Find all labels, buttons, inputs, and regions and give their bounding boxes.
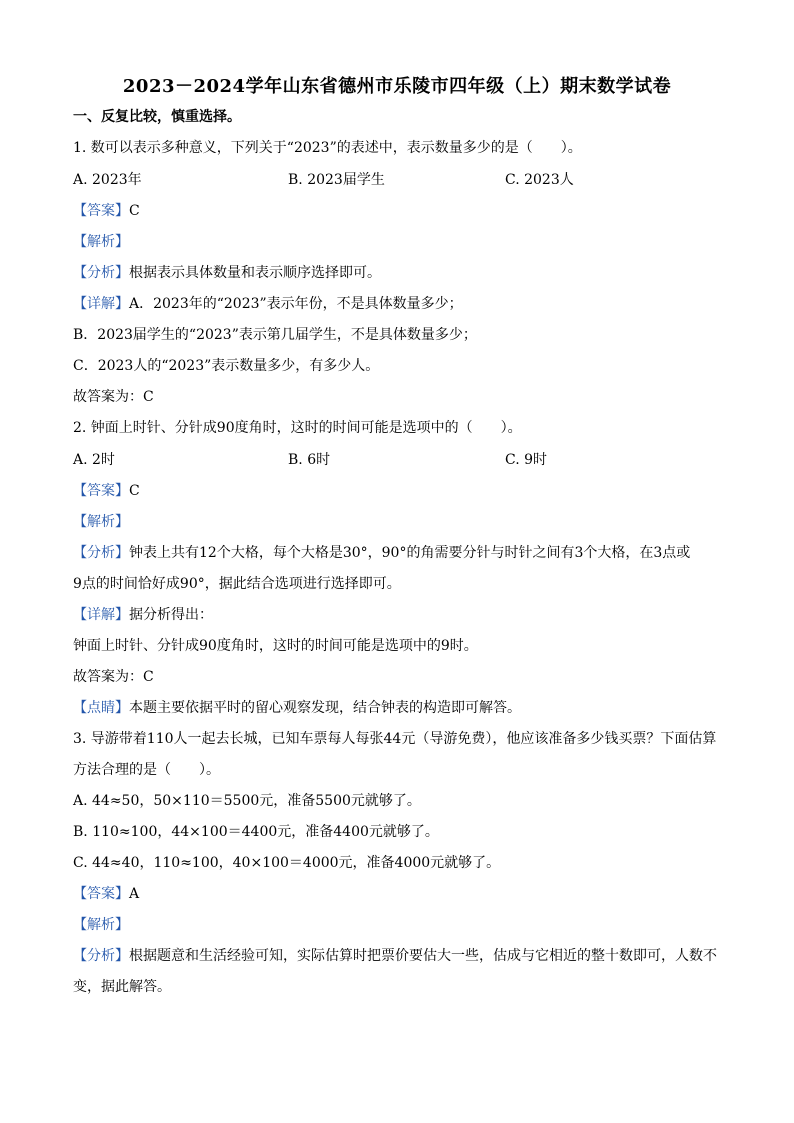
section-heading: 一、反复比较，慎重选择。	[73, 109, 241, 125]
q1-option-a: A. 2023年	[73, 172, 142, 188]
answer-tag: 【答案】	[73, 483, 129, 499]
q1-final: 故答案为：C	[73, 389, 154, 405]
q1-line-c: C．2023人的“2023”表示数量多少，有多少人。	[73, 358, 380, 374]
q1-option-b: B. 2023届学生	[288, 172, 385, 188]
q2-xiangjie-cont: 钟面上时针、分针成90度角时，这时的时间可能是选项中的9时。	[73, 638, 478, 654]
answer-value: C	[129, 203, 140, 219]
q2-final: 故答案为：C	[73, 669, 154, 685]
q3-option-b: B. 110≈100，44×100＝4400元，准备4400元就够了。	[73, 824, 439, 840]
q3-option-a: A. 44≈50，50×110＝5500元，准备5500元就够了。	[73, 793, 421, 809]
answer-tag: 【答案】	[73, 886, 129, 902]
q3-answer	[73, 884, 139, 904]
fenxi-tag: 【分析】	[73, 265, 129, 281]
q2-option-a: A. 2时	[73, 452, 115, 468]
q2-fenxi	[73, 543, 690, 563]
page-title: 2023－2024学年山东省德州市乐陵市四年级（上）期末数学试卷	[122, 76, 672, 97]
q3-stem-cont: 方法合理的是（ ）。	[73, 762, 220, 778]
q2-dianjing	[73, 698, 521, 718]
answer-tag: 【答案】	[73, 203, 129, 219]
q1-xiangjie	[73, 294, 463, 314]
dianjing-tag: 【点睛】	[73, 700, 129, 716]
q2-answer	[73, 481, 140, 501]
fenxi-text: 钟表上共有12个大格，每个大格是30°，90°的角需要分针与时针之间有3个大格，在3点或	[129, 545, 691, 561]
q3-option-c: C. 44≈40，110≈100，40×100＝4000元，准备4000元就够了。	[73, 855, 501, 871]
fenxi-text: 根据题意和生活经验可知，实际估算时把票价要估大一些，估成与它相近的整十数即可，人数不	[129, 948, 717, 964]
q3-fenxi	[73, 946, 717, 966]
q2-xiangjie	[73, 605, 213, 625]
q3-stem: 3. 导游带着110人一起去长城，已知车票每人每张44元（导游免费），他应该准备多少钱买票？下面估算	[73, 731, 717, 747]
fenxi-text: 根据表示具体数量和表示顺序选择即可。	[129, 265, 381, 281]
q2-fenxi-cont: 9点的时间恰好成90°，据此结合选项进行选择即可。	[73, 576, 401, 592]
q2-option-c: C. 9时	[505, 452, 548, 468]
q1-stem: 1. 数可以表示多种意义，下列关于“2023”的表述中，表示数量多少的是（ ）。	[73, 140, 582, 156]
q3-fenxi-cont: 变，据此解答。	[73, 979, 171, 995]
q1-line-b: B．2023届学生的“2023”表示第几届学生，不是具体数量多少；	[73, 327, 477, 343]
answer-value: C	[129, 483, 140, 499]
answer-value: A	[129, 886, 140, 902]
xiangjie-text: A．2023年的“2023”表示年份，不是具体数量多少；	[129, 296, 463, 312]
q2-jiexi-tag: 【解析】	[73, 514, 129, 530]
xiangjie-tag: 【详解】	[73, 296, 129, 312]
q1-option-c: C. 2023人	[505, 172, 574, 188]
xiangjie-tag: 【详解】	[73, 607, 129, 623]
q2-option-b: B. 6时	[288, 452, 331, 468]
q2-stem: 2. 钟面上时针、分针成90度角时，这时的时间可能是选项中的（ ）。	[73, 420, 522, 436]
q1-answer	[73, 201, 140, 221]
q1-fenxi	[73, 263, 381, 283]
q3-jiexi-tag: 【解析】	[73, 917, 129, 933]
fenxi-tag: 【分析】	[73, 948, 129, 964]
xiangjie-text: 据分析得出：	[129, 607, 213, 623]
dianjing-text: 本题主要依据平时的留心观察发现，结合钟表的构造即可解答。	[129, 700, 521, 716]
fenxi-tag: 【分析】	[73, 545, 129, 561]
q1-jiexi-tag: 【解析】	[73, 234, 129, 250]
